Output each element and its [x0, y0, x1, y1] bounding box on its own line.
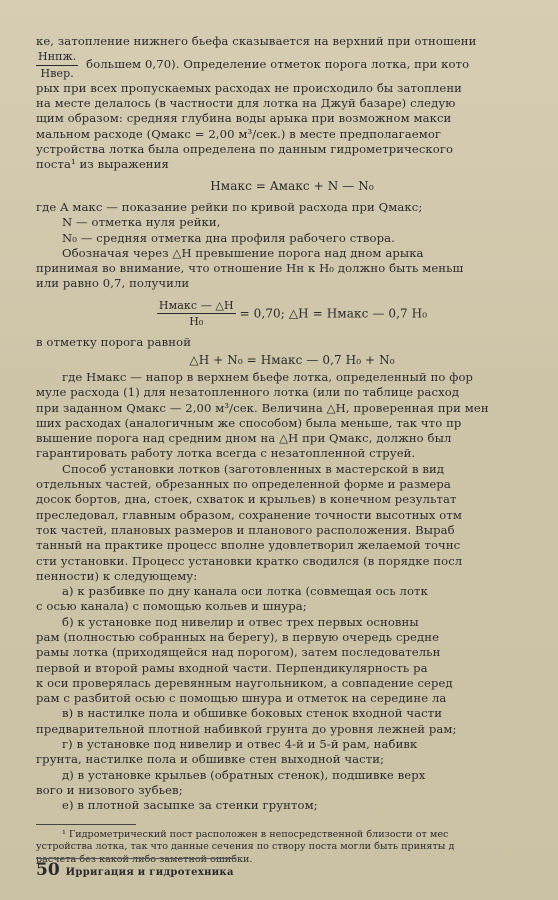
list-item: б) к установке под нивелир и отвес трех первых основны: [62, 614, 419, 629]
formula-2: [36, 298, 548, 330]
text-line: ток частей, плановых размеров и планового расположения. Выраб: [36, 522, 455, 537]
list-item: в) в настилке пола и обшивке боковых стенок входной части: [62, 706, 443, 721]
text-line: вышение порога над средним дном на △H при Qмакс, должно был: [36, 431, 452, 446]
text-line: поста¹ из выражения: [36, 157, 169, 172]
text-line: принимая во внимание, что отношение Hн к H₀ должно быть меньш: [36, 261, 464, 276]
text-line: с осью канала) с помощью кольев и шнура;: [36, 599, 307, 614]
formula-3: △H + N₀ = Hмакс — 0,7 H₀ + N₀: [189, 352, 395, 367]
formula-2-numerator: Hмакс — △H: [157, 298, 236, 314]
formula-2-denominator: H₀: [189, 315, 204, 329]
text-line: где A макс — показание рейки по кривой расхода при Qмакс;: [36, 199, 423, 214]
text-line: N₀ — средняя отметка дна профиля рабочего створа.: [62, 230, 395, 245]
ratio-denominator: Hвер.: [40, 66, 74, 80]
text-line: щим образом: средняя глубина воды арыка при возможном макси: [36, 111, 452, 126]
body-text: [36, 34, 548, 814]
list-item: д) в установке крыльев (обратных стенок), подшивке верх: [62, 767, 426, 782]
text-line: рых при всех пропускаемых расходах не происходило бы затоплени: [36, 80, 462, 95]
page-footer: [36, 860, 234, 880]
text-line: муле расхода (1) для незатопленного лотка (или по таблице расход: [36, 385, 460, 400]
text-line: в отметку порога равной: [36, 335, 192, 350]
text-line: N — отметка нуля рейки,: [62, 215, 221, 230]
text-line: [36, 49, 548, 81]
text-line: досок бортов, дна, стоек, схваток и крыльев) в конечном результат: [36, 492, 457, 507]
footnote-line: устройства лотка, так что данные сечения по створу поста могли быть приняты д: [36, 841, 455, 853]
text-line: Обозначая через △H превышение порога над дном арыка: [62, 245, 424, 260]
text-line: вого и низового зубьев;: [36, 782, 183, 797]
list-item: а) к разбивке по дну канала оси лотка (совмещая ось лотк: [62, 584, 428, 599]
text-line: устройства лотка была определена по данным гидрометрического: [36, 142, 454, 157]
footnote-line: расчета без какой либо заметной ошибки.: [36, 853, 253, 865]
text-line: гарантировать работу лотка всегда с незатопленной струей.: [36, 446, 416, 461]
text-line: рам (полностью собранных на берегу), в первую очередь средне: [36, 629, 440, 644]
text-line: к оси проверялась деревянным наугольником, а совпадение серед: [36, 675, 453, 690]
text-line: ке, затопление нижнего бьефа сказывается на верхний при отношени: [36, 34, 477, 48]
list-item: г) в установке под нивелир и отвес 4-й и 5-й рам, набивк: [62, 737, 418, 752]
text-line: на месте делалось (в частности для лотка на Джуй базаре) следую: [36, 96, 456, 111]
ratio-numerator: Hнпж.: [36, 49, 78, 65]
journal-title: Ирригация и гидротехника: [65, 867, 234, 878]
text-line: мальном расходе (Qмакс = 2,00 м³/сек.) в месте предполагаемог: [36, 126, 442, 141]
formula-2-rest: = 0,70; △H = Hмакс — 0,7 H₀: [239, 306, 428, 321]
text-line: рамы лотка (приходящейся над порогом), затем последовательн: [36, 645, 441, 660]
footnote-divider: [36, 824, 136, 825]
footnote-line: ¹ Гидрометрический пост расположен в непосредственной близости от мес: [62, 828, 449, 840]
text-line: где Hмакс — напор в верхнем бьефе лотка, определенный по фор: [62, 369, 474, 384]
text-line: преследовал, главным образом, сохранение точности высотных отм: [36, 507, 462, 522]
text-line: первой и второй рамы входной части. Перпендикулярность ра: [36, 660, 428, 675]
text-line: предварительной плотной набивкой грунта до уровня лежней рам;: [36, 721, 457, 736]
text-line: пенности) к следующему:: [36, 568, 198, 583]
text-line: грунта, настилке пола и обшивке стен выходной части;: [36, 752, 385, 767]
text-line-rest: большем 0,70). Определение отметок порога лотка, при кото: [86, 57, 470, 72]
formula-2-fraction: [157, 298, 236, 330]
text-line: рам с разбитой осью с помощью шнура и отметок на середине ла: [36, 691, 447, 706]
list-item: е) в плотной засыпке за стенки грунтом;: [62, 798, 318, 813]
text-line: отдельных частей, обрезанных по определенной форме и размера: [36, 477, 451, 492]
text-line: сти установки. Процесс установки кратко сводился (в порядке посл: [36, 553, 463, 568]
text-line: при заданном Qмакс — 2,00 м³/сек. Величина △H, проверенная при мен: [36, 400, 489, 415]
formula-1: Hмакс = Aмакс + N — N₀: [210, 178, 374, 193]
text-line: Способ установки лотков (заготовленных в мастерской в вид: [62, 461, 445, 476]
page-number: 50: [36, 860, 60, 880]
ratio-fraction: [36, 49, 78, 81]
text-line: танный на практике процесс вполне удовлетворил желаемой точнс: [36, 538, 461, 553]
text-line: или равно 0,7, получили: [36, 276, 190, 291]
footer-divider: [36, 858, 236, 859]
text-line: ших расходах (аналогичным же способом) была меньше, так что пр: [36, 415, 462, 430]
